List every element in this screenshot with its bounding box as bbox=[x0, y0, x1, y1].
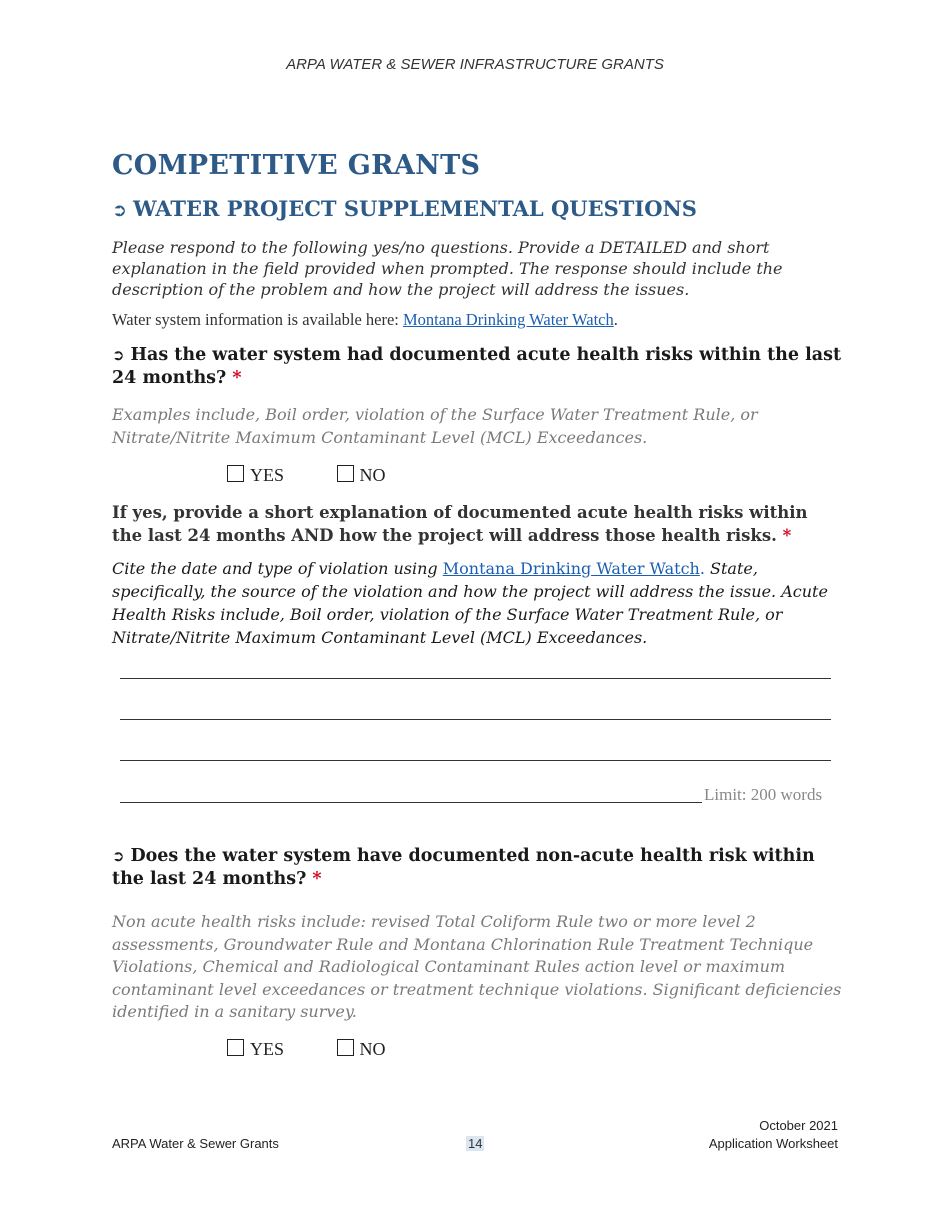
running-header: ARPA WATER & SEWER INFRASTRUCTURE GRANTS bbox=[286, 56, 664, 73]
word-limit: Limit: 200 words bbox=[704, 785, 823, 804]
question2-options bbox=[227, 1039, 386, 1060]
yes-checkbox[interactable] bbox=[227, 465, 244, 482]
drinking-water-watch-link[interactable]: Montana Drinking Water Watch bbox=[403, 310, 614, 329]
question-text: Does the water system have documented non-acute health risk within the last 24 months? bbox=[112, 846, 815, 889]
footer-right: Application Worksheet bbox=[708, 1136, 838, 1151]
followup-text: If yes, provide a short explanation of documented acute health risks within the last 24 months AND how the project will address those health risks. bbox=[112, 503, 808, 545]
no-label: NO bbox=[359, 465, 386, 485]
page-number bbox=[466, 1136, 484, 1151]
no-option[interactable] bbox=[337, 465, 386, 486]
no-option[interactable] bbox=[337, 1039, 386, 1060]
answer-line[interactable] bbox=[120, 802, 702, 803]
arrow-icon: ➲ bbox=[112, 346, 125, 364]
page-number-value: 14 bbox=[468, 1136, 483, 1151]
question-text: Has the water system had documented acute health risks within the last 24 months? bbox=[112, 345, 842, 388]
question-non-acute-health-risk bbox=[112, 845, 842, 891]
question1-options bbox=[227, 465, 386, 486]
yes-label: YES bbox=[250, 1039, 285, 1059]
question2-hint: Non acute health risks include: revised Total Coliform Rule two or more level 2 assessments, Groundwater Rule and Montana Chlorination Rule Treatment Technique Violations, Chemical and Radiological Contaminant Rules action level or maximum contaminant level exceedances or treatment technique violations. Significant deficiencies identified in a sanitary survey. bbox=[112, 912, 842, 1021]
info-line bbox=[112, 310, 618, 330]
info-prefix: Water system information is available here: bbox=[112, 310, 403, 329]
required-marker: * bbox=[232, 368, 242, 388]
yes-checkbox[interactable] bbox=[227, 1039, 244, 1056]
followup-instructions bbox=[112, 557, 847, 649]
no-label: NO bbox=[359, 1039, 386, 1059]
subsection-title-text: WATER PROJECT SUPPLEMENTAL QUESTIONS bbox=[132, 196, 697, 221]
required-marker: * bbox=[312, 869, 322, 889]
intro-text: Please respond to the following yes/no questions. Provide a DETAILED and short explanation in the field provided when prompted. The response should include the description of the problem and how the project will address the issues. bbox=[112, 238, 783, 299]
footer-left: ARPA Water & Sewer Grants bbox=[112, 1136, 279, 1151]
question1-hint: Examples include, Boil order, violation of the Surface Water Treatment Rule, or Nitrate/Nitrite Maximum Contaminant Level (MCL) Exceedances. bbox=[112, 405, 758, 447]
answer-line[interactable] bbox=[120, 719, 831, 720]
cite-period: . bbox=[699, 559, 705, 578]
cite-prefix: Cite the date and type of violation using bbox=[112, 559, 443, 578]
footer-date: October 2021 bbox=[759, 1118, 838, 1133]
no-checkbox[interactable] bbox=[337, 1039, 354, 1056]
yes-label: YES bbox=[250, 465, 285, 485]
arrow-icon: ➲ bbox=[112, 847, 125, 865]
info-suffix: . bbox=[613, 310, 618, 329]
cite-suffix: State, specifically, the source of the violation and how the project will address the issue. Acute Health Risks include, Boil order, violation of the Surface Water Treatment Rule, or Nitrate/Nitrite Maximum Contaminant Level (MCL) Exceedances. bbox=[112, 559, 828, 647]
section-title: COMPETITIVE GRANTS bbox=[112, 150, 481, 181]
arrow-icon: ➲ bbox=[112, 200, 127, 221]
required-marker: * bbox=[782, 526, 792, 545]
no-checkbox[interactable] bbox=[337, 465, 354, 482]
question-acute-health-risks bbox=[112, 344, 842, 390]
yes-option[interactable] bbox=[227, 465, 284, 486]
drinking-water-watch-link[interactable]: Montana Drinking Water Watch bbox=[442, 559, 700, 578]
followup-question bbox=[112, 501, 842, 547]
yes-option[interactable] bbox=[227, 1039, 284, 1060]
answer-line[interactable] bbox=[120, 678, 831, 679]
subsection-title bbox=[112, 196, 697, 221]
answer-line[interactable] bbox=[120, 760, 831, 761]
